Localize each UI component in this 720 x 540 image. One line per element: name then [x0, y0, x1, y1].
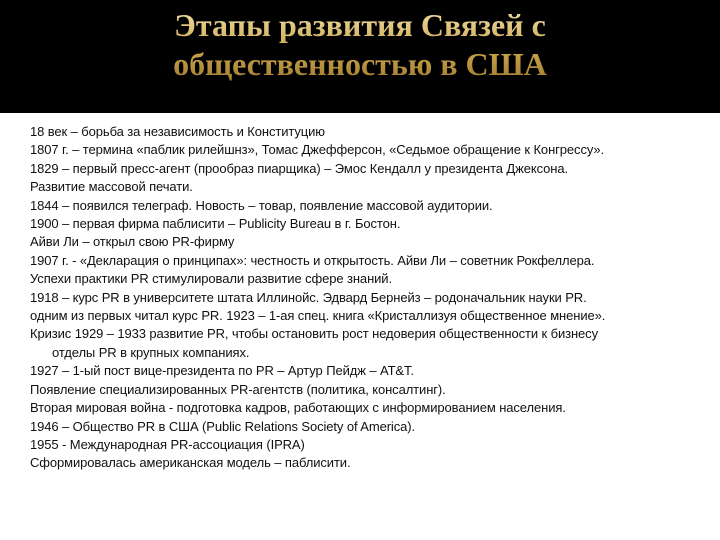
text-line: Кризис 1929 – 1933 развитие PR, чтобы остановить рост недоверия общественности к бизнесу [30, 326, 598, 342]
text-line-indented: отделы PR в крупных компаниях. [52, 344, 250, 360]
slide-title-line-1: Этапы развития Связей с [174, 7, 546, 43]
text-line: 1946 – Общество PR в США (Public Relations Society of America). [30, 418, 415, 434]
text-line: Появление специализированных PR-агентств (политика, консалтинг). [30, 381, 446, 397]
text-line: одним из первых читал курс PR. 1923 – 1-ая спец. книга «Кристаллизуя общественное мнение». [30, 308, 606, 324]
title-bar [0, 0, 720, 113]
text-line: 1844 – появился телеграф. Новость – товар, появление массовой аудитории. [30, 197, 493, 213]
text-line: 1807 г. – термина «паблик рилейшнз», Томас Джефферсон, «Седьмое обращение к Конгрессу». [30, 142, 605, 158]
text-line: 18 век – борьба за независимость и Конституцию [30, 124, 325, 139]
slide-title-line-2: общественностью в США [173, 46, 547, 82]
text-line: Сформировалась американская модель – паблисити. [30, 455, 351, 471]
text-line: 1918 – курс PR в университете штата Иллинойс. Эдвард Бернейз – родоначальник науки PR. [30, 289, 587, 305]
text-line: 1900 – первая фирма паблисити – Publicity Bureau в г. Бостон. [30, 216, 401, 232]
slide-title [0, 6, 720, 84]
text-line: 1927 – 1-ый пост вице-президента по PR – Артур Пейдж – AT&T. [30, 363, 414, 379]
text-line: 1955 - Международная PR-ассоциация (IPRA) [30, 436, 305, 452]
text-line: Успехи практики PR стимулировали развитие сфере знаний. [30, 271, 392, 287]
slide-body [30, 123, 705, 473]
text-line: 1829 – первый пресс-агент (прообраз пиарщика) – Эмос Кендалл у президента Джексона. [30, 160, 568, 176]
text-line: Айви Ли – открыл свою PR-фирму [30, 234, 235, 250]
text-line: Вторая мировая война - подготовка кадров, работающих с информированием населения. [30, 400, 566, 416]
text-line: 1907 г. - «Декларация о принципах»: честность и открытость. Айви Ли – советник Рокфеллера. [30, 252, 595, 268]
text-line: Развитие массовой печати. [30, 179, 193, 195]
